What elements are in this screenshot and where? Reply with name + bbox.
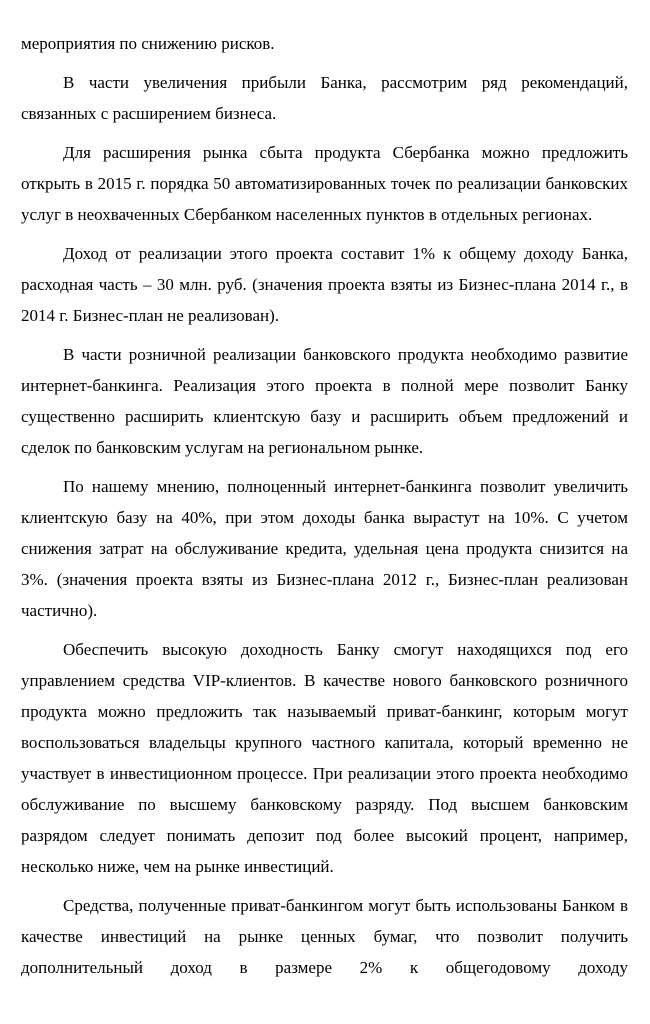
paragraph-market-expansion: Для расширения рынка сбыта продукта Сбербанка можно предложить открыть в 2015 г. порядка 50 автоматизированных точек по реализации банковских услуг в неохваченных Сбербанком населенных пунктов в отдельных регионах. bbox=[21, 143, 628, 224]
paragraph-profit-recommendations: В части увеличения прибыли Банка, рассмотрим ряд рекомендаций, связанных с расширением бизнеса. bbox=[21, 73, 628, 123]
paragraph-project-income: Доход от реализации этого проекта составит 1% к общему доходу Банка, расходная часть – 30 млн. руб. (значения проекта взяты из Бизнес-плана 2014 г., в 2014 г. Бизнес-план не реализован). bbox=[21, 244, 628, 325]
continued-text-line: мероприятия по снижению рисков. bbox=[21, 34, 275, 53]
paragraph-internet-banking: В части розничной реализации банковского продукта необходимо развитие интернет-банкинга. Реализация этого проекта в полной мере позволит Банку существенно расширить клиентскую базу и расширить объем предложений и сделок по банковским услугам на региональном рынке. bbox=[21, 345, 628, 457]
paragraph-private-banking: Обеспечить высокую доходность Банку смогут находящихся под его управлением средства VIP-клиентов. В качестве нового банковского розничного продукта можно предложить так называемый приват-банкинг, которым могут воспользоваться владельцы крупного частного капитала, который временно не участвует в инвестиционном процессе. При реализации этого проекта необходимо обслуживание по высшему банковскому разряду. Под высшем банковским разрядом следует понимать депозит под более высокий процент, например, несколько ниже, чем на рынке инвестиций. bbox=[21, 640, 628, 876]
paragraph-private-banking-investments: Средства, полученные приват-банкингом могут быть использованы Банком в качестве инвестиций на рынке ценных бумаг, что позволит получить дополнительный доход в размере 2% к общегодовому доходу bbox=[21, 896, 628, 977]
paragraph-internet-banking-effect: По нашему мнению, полноценный интернет-банкинга позволит увеличить клиентскую базу на 40%, при этом доходы банка вырастут на 10%. С учетом снижения затрат на обслуживание кредита, удельная цена продукта снизится на 3%. (значения проекта взяты из Бизнес-плана 2012 г., Бизнес-план реализован частично). bbox=[21, 477, 628, 620]
